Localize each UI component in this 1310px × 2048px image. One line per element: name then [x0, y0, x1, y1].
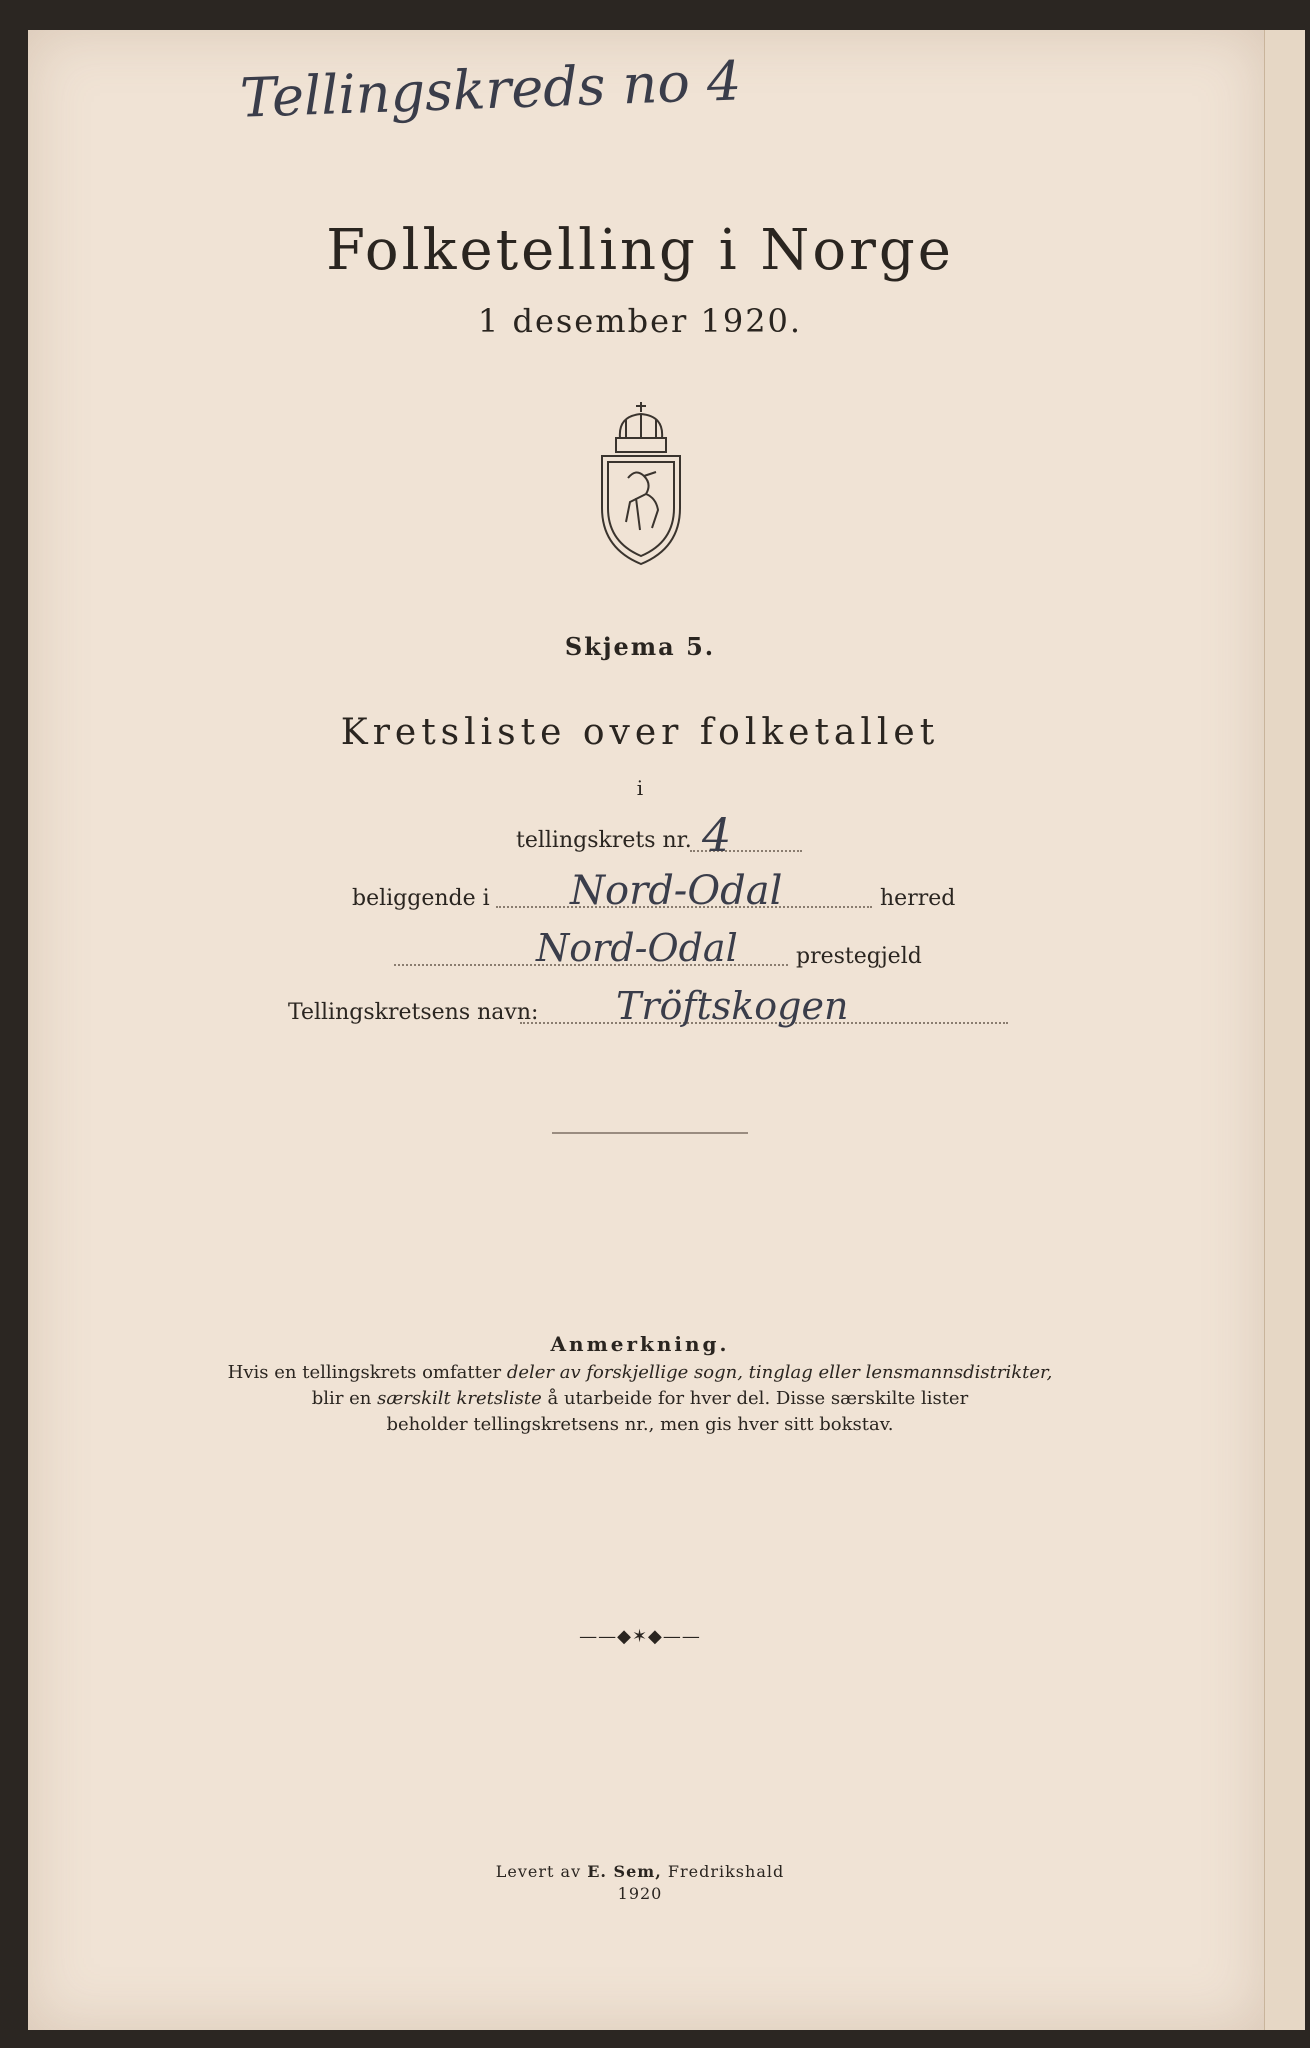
printer-city: Fredrikshald: [661, 1862, 785, 1881]
herred-label: herred: [880, 886, 956, 911]
coat-of-arms-icon: [596, 398, 686, 568]
prestegjeld-value: Nord-Odal: [536, 926, 738, 970]
navn-value: Tröftskogen: [616, 984, 849, 1028]
note-line-2-italic: særskilt kretsliste: [377, 1388, 542, 1409]
note-line-1: [0, 1362, 1280, 1383]
note-line-2-end: å utarbeide for hver del. Disse særskilte lister: [541, 1388, 969, 1409]
note-line-2-text: blir en: [311, 1388, 378, 1409]
divider-line: [552, 1132, 748, 1134]
census-date: 1 desember 1920.: [477, 302, 803, 340]
beliggende-label: beliggende i: [352, 886, 490, 911]
schema-label: Skjema 5.: [564, 632, 716, 661]
i-word: i: [636, 776, 644, 800]
printer-name: E. Sem,: [587, 1862, 662, 1881]
page-title: Folketelling i Norge: [326, 218, 954, 283]
printer-year: 1920: [617, 1884, 663, 1903]
main-heading: Kretsliste over folketallet: [340, 712, 940, 753]
handwritten-header: Tellingskreds no 4: [239, 49, 743, 130]
note-line-1-text: Hvis en tellingskrets omfatter: [227, 1362, 507, 1383]
navn-label: Tellingskretsens navn:: [288, 1000, 539, 1025]
note-line-3: beholder tellingskretsens nr., men gis hver sitt bokstav.: [386, 1414, 894, 1435]
krets-value: 4: [702, 808, 732, 862]
note-heading: Anmerkning.: [550, 1332, 730, 1356]
beliggende-value: Nord-Odal: [570, 868, 783, 914]
prestegjeld-label: prestegjeld: [796, 944, 922, 969]
note-line-2: [0, 1388, 1280, 1409]
krets-label: tellingskrets nr.: [516, 828, 692, 853]
printer-line: [0, 1862, 1280, 1881]
note-line-1-italic: deler av forskjellige sogn, tinglag eller lensmannsdistrikter,: [506, 1362, 1053, 1383]
printer-prefix: Levert av: [495, 1862, 588, 1881]
ornament: ——◆✶◆——: [579, 1626, 701, 1647]
